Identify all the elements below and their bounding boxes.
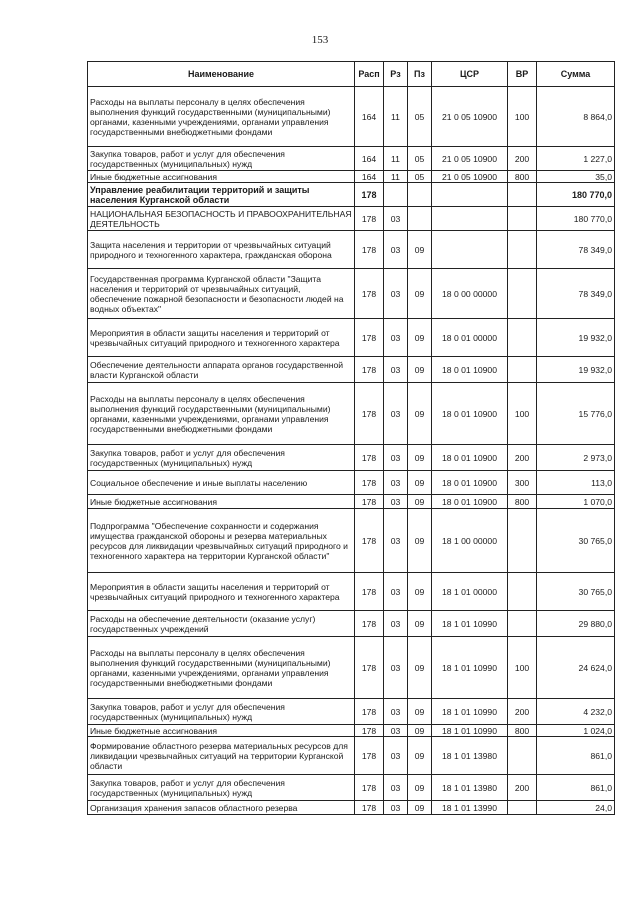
cell-csr: 18 0 01 10900 bbox=[432, 445, 508, 471]
cell-name: Защита населения и территории от чрезвычайных ситуаций природного и техногенного характера, гражданская оборона bbox=[88, 231, 355, 269]
cell-rasp: 178 bbox=[355, 801, 384, 815]
cell-name: Формирование областного резерва материальных ресурсов для ликвидации чрезвычайных ситуаций на территории Курганской области bbox=[88, 737, 355, 775]
cell-rasp: 178 bbox=[355, 775, 384, 801]
cell-vr bbox=[508, 573, 537, 611]
cell-vr bbox=[508, 737, 537, 775]
table-row bbox=[88, 383, 615, 445]
cell-rasp: 178 bbox=[355, 509, 384, 573]
table-header-row bbox=[88, 62, 615, 87]
cell-pz: 09 bbox=[408, 775, 432, 801]
cell-sum: 24,0 bbox=[537, 801, 615, 815]
cell-rz: 03 bbox=[384, 611, 408, 637]
cell-sum: 29 880,0 bbox=[537, 611, 615, 637]
cell-rasp: 164 bbox=[355, 87, 384, 147]
cell-rasp: 178 bbox=[355, 207, 384, 231]
table-row bbox=[88, 183, 615, 207]
table-row bbox=[88, 171, 615, 183]
cell-rasp: 178 bbox=[355, 471, 384, 495]
cell-rz: 03 bbox=[384, 573, 408, 611]
cell-rz: 11 bbox=[384, 171, 408, 183]
table-row bbox=[88, 231, 615, 269]
table-row bbox=[88, 509, 615, 573]
cell-pz: 09 bbox=[408, 611, 432, 637]
cell-csr: 18 0 01 00000 bbox=[432, 319, 508, 357]
cell-name: Организация хранения запасов областного резерва bbox=[88, 801, 355, 815]
cell-pz: 05 bbox=[408, 147, 432, 171]
cell-rz: 03 bbox=[384, 495, 408, 509]
cell-rasp: 178 bbox=[355, 725, 384, 737]
cell-vr: 200 bbox=[508, 775, 537, 801]
cell-csr: 18 0 01 10900 bbox=[432, 471, 508, 495]
cell-name: Закупка товаров, работ и услуг для обеспечения государственных (муниципальных) нужд bbox=[88, 445, 355, 471]
cell-vr bbox=[508, 207, 537, 231]
cell-rz: 03 bbox=[384, 383, 408, 445]
cell-name: Расходы на выплаты персоналу в целях обеспечения выполнения функций государственными (муниципальными) органами, казенными учреждениями, органами управления государственными внебюджетными фондами bbox=[88, 637, 355, 699]
cell-rz: 03 bbox=[384, 445, 408, 471]
cell-rz bbox=[384, 183, 408, 207]
cell-name: Подпрограмма "Обеспечение сохранности и содержания имущества гражданской обороны и резерва материальных ресурсов для ликвидации чрезвычайных ситуаций природного и техногенного характера на территории Курганской области" bbox=[88, 509, 355, 573]
cell-vr: 100 bbox=[508, 383, 537, 445]
cell-name: Расходы на обеспечение деятельности (оказание услуг) государственных учреждений bbox=[88, 611, 355, 637]
cell-rasp: 178 bbox=[355, 495, 384, 509]
cell-rz: 03 bbox=[384, 509, 408, 573]
cell-rz: 03 bbox=[384, 725, 408, 737]
cell-rz: 03 bbox=[384, 699, 408, 725]
cell-pz: 09 bbox=[408, 573, 432, 611]
cell-csr: 18 0 01 10900 bbox=[432, 383, 508, 445]
cell-rasp: 178 bbox=[355, 319, 384, 357]
cell-pz: 09 bbox=[408, 737, 432, 775]
cell-pz: 09 bbox=[408, 357, 432, 383]
cell-csr: 18 1 01 10990 bbox=[432, 699, 508, 725]
cell-sum: 1 227,0 bbox=[537, 147, 615, 171]
cell-pz: 09 bbox=[408, 699, 432, 725]
cell-csr: 18 1 01 10990 bbox=[432, 611, 508, 637]
cell-vr: 100 bbox=[508, 87, 537, 147]
table-row bbox=[88, 573, 615, 611]
cell-rasp: 178 bbox=[355, 183, 384, 207]
cell-rz: 03 bbox=[384, 319, 408, 357]
cell-name: Закупка товаров, работ и услуг для обеспечения государственных (муниципальных) нужд bbox=[88, 775, 355, 801]
cell-vr bbox=[508, 183, 537, 207]
cell-sum: 1 070,0 bbox=[537, 495, 615, 509]
cell-name: Иные бюджетные ассигнования bbox=[88, 171, 355, 183]
table-row bbox=[88, 319, 615, 357]
cell-name: Закупка товаров, работ и услуг для обеспечения государственных (муниципальных) нужд bbox=[88, 147, 355, 171]
table-row bbox=[88, 495, 615, 509]
cell-sum: 2 973,0 bbox=[537, 445, 615, 471]
cell-sum: 180 770,0 bbox=[537, 207, 615, 231]
cell-csr: 18 1 01 10990 bbox=[432, 725, 508, 737]
budget-table bbox=[87, 61, 615, 815]
cell-vr bbox=[508, 269, 537, 319]
cell-rasp: 164 bbox=[355, 171, 384, 183]
cell-rz: 03 bbox=[384, 737, 408, 775]
cell-sum: 30 765,0 bbox=[537, 509, 615, 573]
cell-pz: 09 bbox=[408, 269, 432, 319]
cell-pz: 05 bbox=[408, 171, 432, 183]
cell-csr: 18 1 01 00000 bbox=[432, 573, 508, 611]
cell-vr bbox=[508, 611, 537, 637]
table-row bbox=[88, 269, 615, 319]
header-sum: Сумма bbox=[537, 62, 615, 87]
table-row bbox=[88, 737, 615, 775]
cell-name: Государственная программа Курганской области "Защита населения и территорий от чрезвычайных ситуаций, обеспечение пожарной безопасности и безопасности людей на водных объектах" bbox=[88, 269, 355, 319]
cell-csr: 18 0 00 00000 bbox=[432, 269, 508, 319]
table-row bbox=[88, 637, 615, 699]
header-csr: ЦСР bbox=[432, 62, 508, 87]
cell-csr: 18 1 00 00000 bbox=[432, 509, 508, 573]
cell-vr: 100 bbox=[508, 637, 537, 699]
table-row bbox=[88, 801, 615, 815]
cell-rasp: 178 bbox=[355, 611, 384, 637]
cell-csr: 18 0 01 10900 bbox=[432, 357, 508, 383]
cell-rz: 03 bbox=[384, 775, 408, 801]
cell-csr bbox=[432, 207, 508, 231]
table-row bbox=[88, 699, 615, 725]
header-rz: Рз bbox=[384, 62, 408, 87]
cell-rasp: 164 bbox=[355, 147, 384, 171]
cell-sum: 180 770,0 bbox=[537, 183, 615, 207]
cell-csr: 18 1 01 13990 bbox=[432, 801, 508, 815]
cell-csr: 21 0 05 10900 bbox=[432, 147, 508, 171]
cell-sum: 15 776,0 bbox=[537, 383, 615, 445]
page-number: 153 bbox=[311, 34, 329, 46]
cell-csr: 18 1 01 13980 bbox=[432, 775, 508, 801]
cell-name: Расходы на выплаты персоналу в целях обеспечения выполнения функций государственными (муниципальными) органами, казенными учреждениями, органами управления государственными внебюджетными фондами bbox=[88, 383, 355, 445]
cell-rz: 03 bbox=[384, 357, 408, 383]
cell-vr: 800 bbox=[508, 725, 537, 737]
header-vr: ВР bbox=[508, 62, 537, 87]
cell-rasp: 178 bbox=[355, 637, 384, 699]
cell-name: Закупка товаров, работ и услуг для обеспечения государственных (муниципальных) нужд bbox=[88, 699, 355, 725]
table-row bbox=[88, 147, 615, 171]
cell-vr bbox=[508, 231, 537, 269]
cell-csr: 21 0 05 10900 bbox=[432, 171, 508, 183]
cell-sum: 861,0 bbox=[537, 775, 615, 801]
cell-rz: 03 bbox=[384, 207, 408, 231]
cell-rz: 03 bbox=[384, 231, 408, 269]
cell-name: НАЦИОНАЛЬНАЯ БЕЗОПАСНОСТЬ И ПРАВООХРАНИТЕЛЬНАЯ ДЕЯТЕЛЬНОСТЬ bbox=[88, 207, 355, 231]
cell-vr: 300 bbox=[508, 471, 537, 495]
cell-pz: 09 bbox=[408, 509, 432, 573]
cell-rasp: 178 bbox=[355, 445, 384, 471]
table-row bbox=[88, 445, 615, 471]
cell-name: Иные бюджетные ассигнования bbox=[88, 725, 355, 737]
cell-csr bbox=[432, 183, 508, 207]
cell-rasp: 178 bbox=[355, 737, 384, 775]
cell-pz: 05 bbox=[408, 87, 432, 147]
cell-name: Расходы на выплаты персоналу в целях обеспечения выполнения функций государственными (муниципальными) органами, казенными учреждениями, органами управления государственными внебюджетными фондами bbox=[88, 87, 355, 147]
header-pz: Пз bbox=[408, 62, 432, 87]
table-row bbox=[88, 471, 615, 495]
cell-pz: 09 bbox=[408, 383, 432, 445]
cell-sum: 24 624,0 bbox=[537, 637, 615, 699]
table-row bbox=[88, 357, 615, 383]
cell-csr: 18 1 01 10990 bbox=[432, 637, 508, 699]
cell-pz: 09 bbox=[408, 495, 432, 509]
cell-vr bbox=[508, 357, 537, 383]
cell-pz: 09 bbox=[408, 471, 432, 495]
cell-sum: 861,0 bbox=[537, 737, 615, 775]
cell-sum: 8 864,0 bbox=[537, 87, 615, 147]
table-row bbox=[88, 87, 615, 147]
cell-pz: 09 bbox=[408, 801, 432, 815]
cell-rz: 11 bbox=[384, 87, 408, 147]
cell-sum: 1 024,0 bbox=[537, 725, 615, 737]
cell-pz: 09 bbox=[408, 725, 432, 737]
cell-name: Иные бюджетные ассигнования bbox=[88, 495, 355, 509]
cell-rasp: 178 bbox=[355, 699, 384, 725]
cell-rz: 03 bbox=[384, 269, 408, 319]
cell-vr: 200 bbox=[508, 147, 537, 171]
cell-sum: 19 932,0 bbox=[537, 357, 615, 383]
cell-rz: 11 bbox=[384, 147, 408, 171]
cell-csr: 18 0 01 10900 bbox=[432, 495, 508, 509]
cell-name: Управление реабилитации территорий и защиты населения Курганской области bbox=[88, 183, 355, 207]
cell-rasp: 178 bbox=[355, 231, 384, 269]
cell-csr: 21 0 05 10900 bbox=[432, 87, 508, 147]
cell-rz: 03 bbox=[384, 471, 408, 495]
cell-rasp: 178 bbox=[355, 357, 384, 383]
cell-vr: 200 bbox=[508, 445, 537, 471]
header-rasp: Расп bbox=[355, 62, 384, 87]
cell-vr: 800 bbox=[508, 495, 537, 509]
cell-name: Социальное обеспечение и иные выплаты населению bbox=[88, 471, 355, 495]
cell-rz: 03 bbox=[384, 637, 408, 699]
cell-sum: 19 932,0 bbox=[537, 319, 615, 357]
cell-csr bbox=[432, 231, 508, 269]
cell-name: Мероприятия в области защиты населения и территорий от чрезвычайных ситуаций природного и техногенного характера bbox=[88, 319, 355, 357]
cell-name: Мероприятия в области защиты населения и территорий от чрезвычайных ситуаций природного и техногенного характера bbox=[88, 573, 355, 611]
cell-sum: 30 765,0 bbox=[537, 573, 615, 611]
cell-rasp: 178 bbox=[355, 383, 384, 445]
cell-sum: 35,0 bbox=[537, 171, 615, 183]
cell-pz: 09 bbox=[408, 637, 432, 699]
cell-pz: 09 bbox=[408, 319, 432, 357]
table-row bbox=[88, 611, 615, 637]
cell-vr bbox=[508, 319, 537, 357]
cell-pz: 09 bbox=[408, 445, 432, 471]
cell-sum: 78 349,0 bbox=[537, 269, 615, 319]
header-name: Наименование bbox=[88, 62, 355, 87]
cell-vr: 200 bbox=[508, 699, 537, 725]
cell-sum: 78 349,0 bbox=[537, 231, 615, 269]
cell-vr bbox=[508, 509, 537, 573]
cell-csr: 18 1 01 13980 bbox=[432, 737, 508, 775]
table-row bbox=[88, 207, 615, 231]
cell-pz bbox=[408, 207, 432, 231]
cell-rz: 03 bbox=[384, 801, 408, 815]
table-row bbox=[88, 725, 615, 737]
cell-pz bbox=[408, 183, 432, 207]
cell-sum: 113,0 bbox=[537, 471, 615, 495]
cell-vr: 800 bbox=[508, 171, 537, 183]
cell-rasp: 178 bbox=[355, 269, 384, 319]
cell-vr bbox=[508, 801, 537, 815]
cell-pz: 09 bbox=[408, 231, 432, 269]
cell-name: Обеспечение деятельности аппарата органов государственной власти Курганской области bbox=[88, 357, 355, 383]
table-row bbox=[88, 775, 615, 801]
cell-sum: 4 232,0 bbox=[537, 699, 615, 725]
cell-rasp: 178 bbox=[355, 573, 384, 611]
